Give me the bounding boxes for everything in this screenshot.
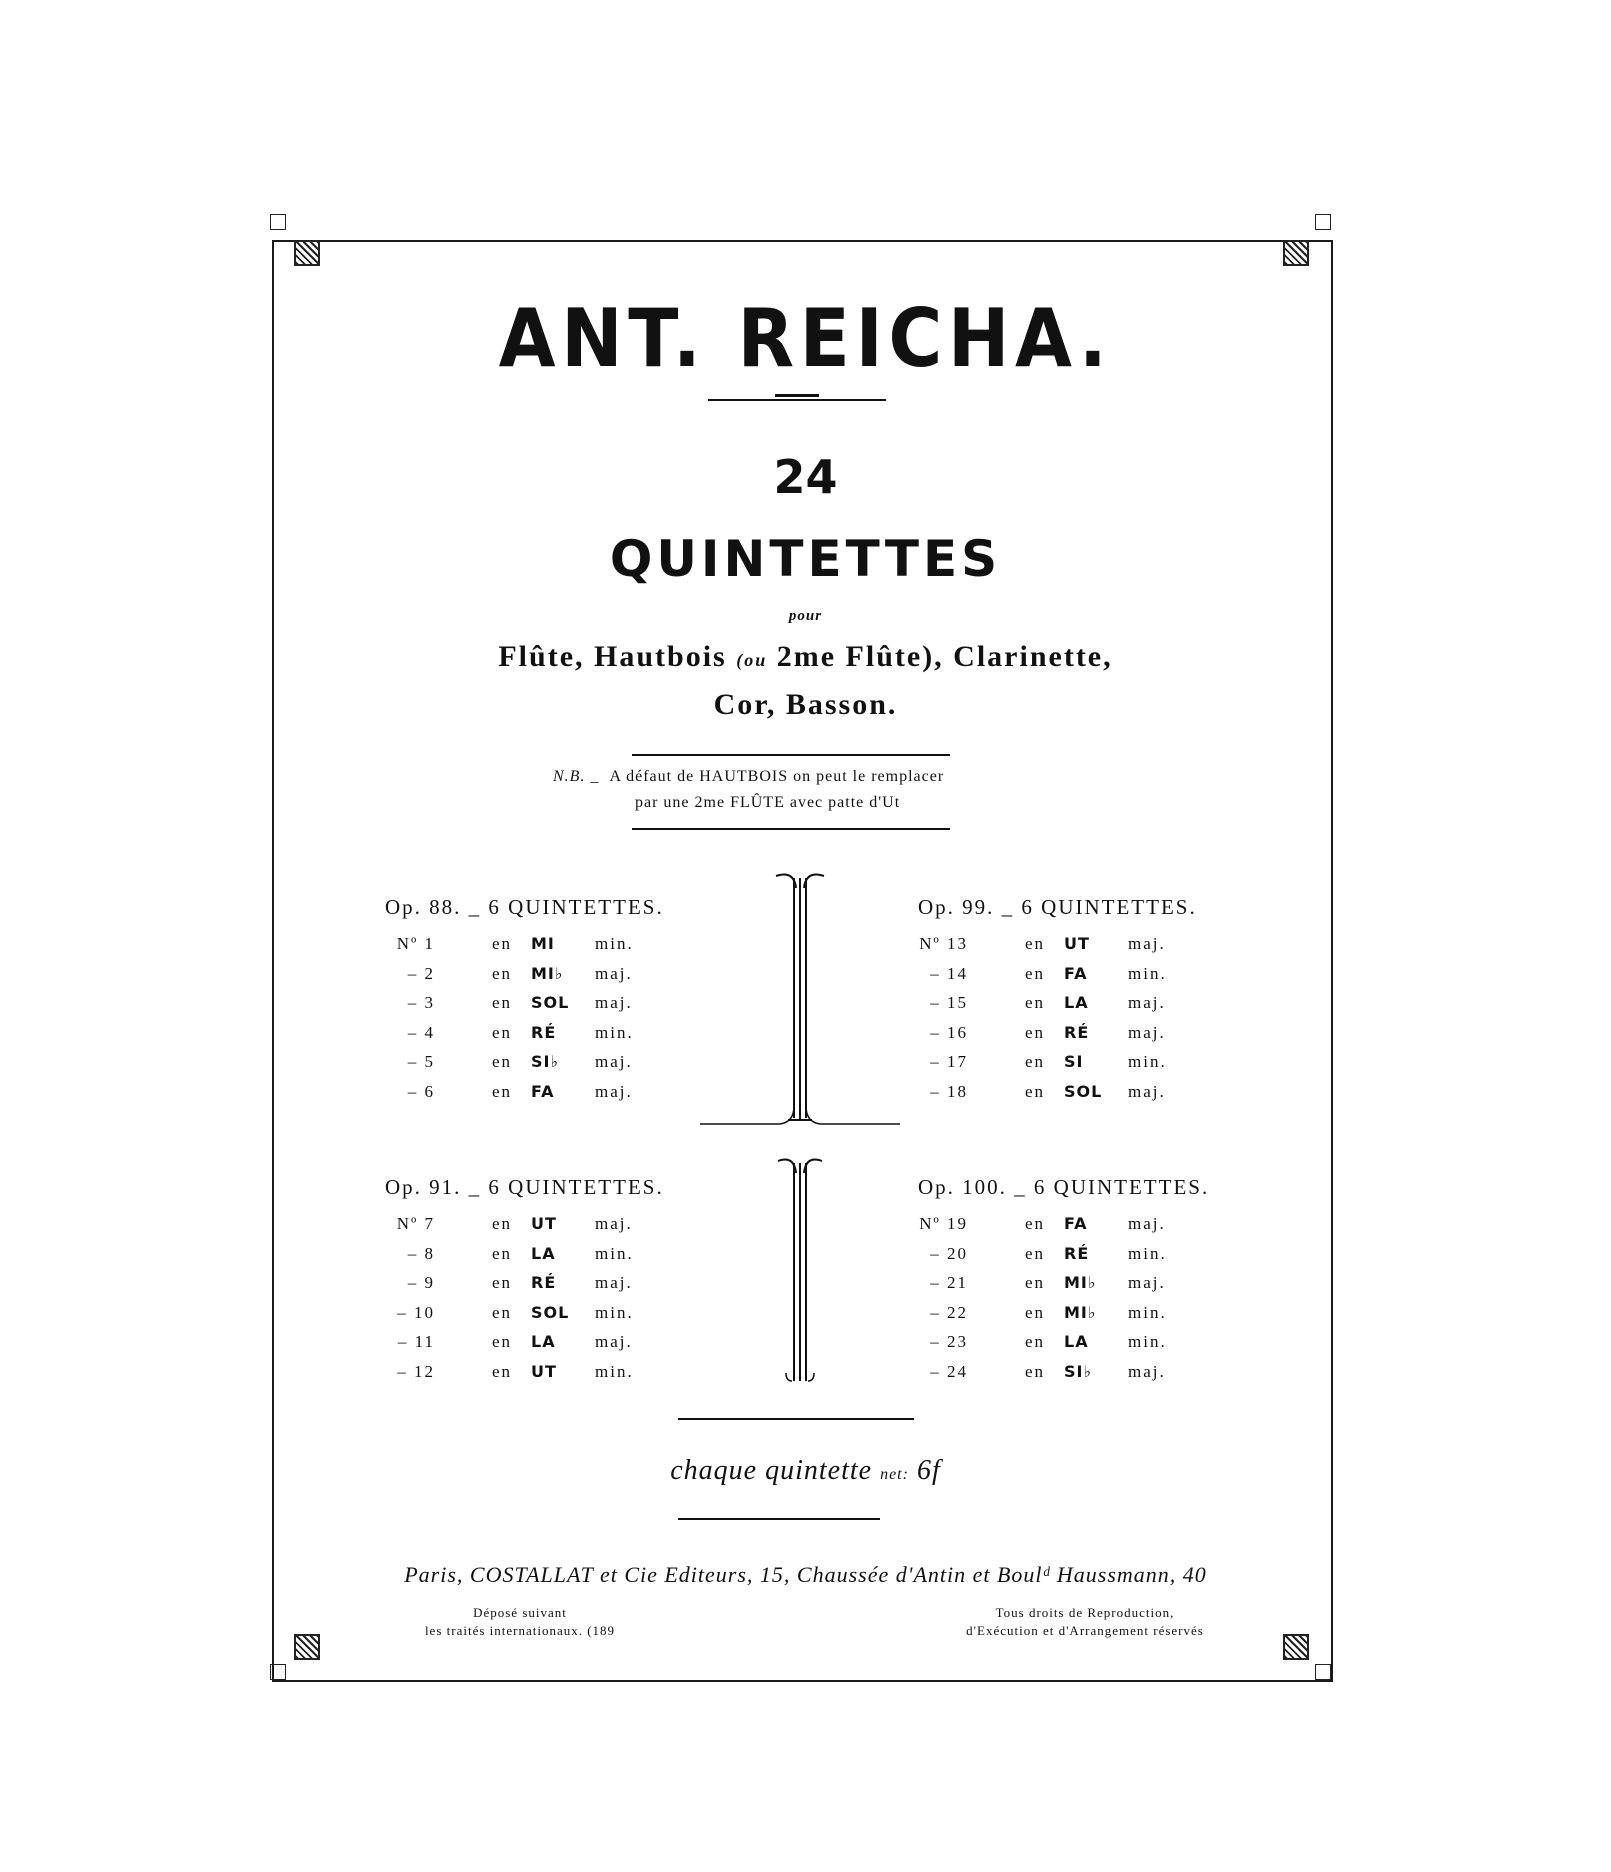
- quintette-en: en: [492, 934, 513, 953]
- quintette-number: – 18: [930, 1081, 968, 1101]
- quintette-en: en: [492, 993, 513, 1012]
- quintette-en: en: [1025, 934, 1046, 953]
- quintette-mode: maj.: [595, 963, 633, 983]
- footer-left-line-2: les traités internationaux. (189: [424, 1623, 616, 1638]
- quintette-number: – 17: [930, 1052, 968, 1071]
- quintette-row: [385, 993, 664, 1023]
- quintette-key: UT: [1064, 934, 1090, 953]
- quintette-number: – 20: [930, 1243, 968, 1263]
- publisher-line: Paris, COSTALLAT et Cie Editeurs, 15, Chaussée d'Antin et Boulᵈ Haussmann, 40: [404, 1562, 1207, 1587]
- quintette-en: en: [1025, 1022, 1046, 1042]
- quintette-en: en: [492, 963, 513, 983]
- quintette-key: RÉ: [531, 1022, 557, 1042]
- quintette-row: [385, 1332, 664, 1362]
- quintette-mode: maj.: [595, 1052, 633, 1071]
- quintette-mode: min.: [595, 1302, 634, 1322]
- quintette-row: [385, 934, 664, 964]
- quintette-row: [918, 1332, 1209, 1362]
- quintette-row: [385, 1052, 664, 1082]
- quintette-key: LA: [531, 1332, 556, 1351]
- instruments-part-a: Flûte, Hautbois: [498, 640, 727, 673]
- quintette-key: LA: [1064, 993, 1089, 1012]
- quintette-number: – 23: [930, 1332, 968, 1351]
- instruments-line-1: [0, 640, 1611, 674]
- quintette-en: en: [492, 1052, 513, 1071]
- quintette-number: – 22: [930, 1302, 968, 1322]
- corner-ornament-top-right-icon: [1283, 240, 1309, 266]
- corner-ornament-bottom-left-icon: [294, 1634, 320, 1660]
- quintette-number: Nº 19: [919, 1214, 968, 1233]
- quintette-mode: min.: [595, 1243, 634, 1263]
- opus-heading: Op. 99. _ 6 QUINTETTES.: [918, 895, 1197, 919]
- instruments-line-2: Cor, Basson.: [713, 688, 898, 721]
- quintette-key: SI♭: [1064, 1361, 1093, 1381]
- quintette-mode: min.: [595, 1361, 634, 1381]
- quintette-key: FA: [1064, 1214, 1088, 1233]
- quintette-row: [918, 1362, 1209, 1392]
- quintette-key: RÉ: [1064, 1243, 1090, 1263]
- quintette-en: en: [492, 1214, 513, 1233]
- corner-ornament-bottom-right-icon: [1283, 1634, 1309, 1660]
- quintette-number: – 2: [407, 963, 435, 983]
- quintette-mode: min.: [595, 934, 634, 953]
- corner-tick-bottom-left-icon: [270, 1664, 286, 1680]
- price-text: chaque quintette: [670, 1455, 873, 1486]
- quintette-key: FA: [1064, 963, 1088, 983]
- quintette-number: – 24: [930, 1361, 968, 1381]
- note-line-1: A défaut de HAUTBOIS on peut le remplacer: [609, 768, 945, 785]
- quintette-row: [385, 964, 664, 994]
- opus-heading: Op. 100. _ 6 QUINTETTES.: [918, 1175, 1210, 1199]
- quintette-row: [918, 1023, 1197, 1053]
- footer-left: [360, 1604, 680, 1640]
- price-amount: 6f: [916, 1455, 941, 1486]
- quintette-en: en: [492, 1332, 513, 1351]
- quintette-number: – 14: [930, 963, 968, 983]
- note-top-rule: [632, 754, 950, 756]
- note-label: N.B. _: [553, 768, 600, 785]
- quintette-number: Nº 13: [919, 934, 968, 953]
- quintette-en: en: [1025, 1302, 1046, 1322]
- quintette-key: RÉ: [531, 1273, 557, 1292]
- genre-title: QUINTETTES: [609, 530, 1002, 588]
- quintette-en: en: [1025, 963, 1046, 983]
- quintette-mode: min.: [595, 1022, 634, 1042]
- footer-left-line-1: Déposé suivant: [473, 1605, 567, 1620]
- quintette-row: [918, 1214, 1209, 1244]
- quintette-row: [385, 1273, 664, 1303]
- quintette-en: en: [1025, 1214, 1046, 1233]
- corner-tick-top-left-icon: [270, 214, 286, 230]
- quintette-key: RÉ: [1064, 1022, 1090, 1042]
- quintette-number: Nº 7: [396, 1214, 435, 1233]
- quintette-row: [918, 1244, 1209, 1274]
- quintette-en: en: [492, 1361, 513, 1381]
- pour-label: pour: [788, 608, 823, 624]
- price-top-rule: [678, 1418, 914, 1420]
- quintette-key: MI♭: [1064, 1273, 1097, 1292]
- price-line: [0, 1455, 1611, 1487]
- quintette-row: [385, 1303, 664, 1333]
- opus-block: [385, 1175, 664, 1391]
- quintette-key: LA: [531, 1243, 556, 1263]
- quintette-number: – 9: [407, 1273, 435, 1292]
- quintette-row: [918, 1082, 1197, 1112]
- quintette-row: [385, 1214, 664, 1244]
- divider-ornament-top-icon: [700, 870, 900, 1130]
- composer-title: ANT. REICHA.: [498, 292, 1113, 385]
- instruments-part-b: 2me Flûte), Clarinette,: [776, 640, 1113, 673]
- quintette-row: [385, 1244, 664, 1274]
- quintette-key: UT: [531, 1361, 557, 1381]
- quintette-key: SI♭: [531, 1052, 560, 1071]
- quintette-row: [918, 964, 1197, 994]
- opus-heading: Op. 88. _ 6 QUINTETTES.: [385, 895, 664, 919]
- quintette-row: [918, 1273, 1209, 1303]
- quintette-mode: min.: [1128, 1243, 1167, 1263]
- quintette-en: en: [492, 1243, 513, 1263]
- quintette-key: UT: [531, 1214, 557, 1233]
- quintette-row: [918, 1052, 1197, 1082]
- corner-tick-bottom-right-icon: [1315, 1664, 1331, 1680]
- quintette-en: en: [1025, 1332, 1046, 1351]
- quintette-row: [385, 1082, 664, 1112]
- opus-block: [918, 1175, 1209, 1391]
- footer-right: [920, 1604, 1250, 1640]
- quintette-number: – 15: [930, 993, 968, 1012]
- quintette-key: MI♭: [531, 963, 564, 983]
- quintette-mode: maj.: [1128, 934, 1166, 953]
- quintette-mode: maj.: [1128, 1022, 1166, 1042]
- quintette-row: [918, 993, 1197, 1023]
- corner-tick-top-right-icon: [1315, 214, 1331, 230]
- quintette-en: en: [1025, 1273, 1046, 1292]
- quintette-mode: maj.: [595, 1081, 633, 1101]
- title-rule-accent: [775, 394, 819, 397]
- quintette-mode: min.: [1128, 1052, 1167, 1071]
- quintette-en: en: [492, 1022, 513, 1042]
- quintette-key: SOL: [531, 1302, 570, 1322]
- quintette-en: en: [492, 1081, 513, 1101]
- quintette-number: – 4: [407, 1022, 435, 1042]
- corner-ornament-top-left-icon: [294, 240, 320, 266]
- note-line-2: par une 2me FLÛTE avec patte d'Ut: [635, 794, 901, 811]
- quintette-en: en: [492, 1273, 513, 1292]
- quintette-mode: maj.: [1128, 993, 1166, 1012]
- quintette-number: – 8: [407, 1243, 435, 1263]
- quintette-key: MI♭: [1064, 1302, 1097, 1322]
- footer-right-line-1: Tous droits de Reproduction,: [995, 1605, 1175, 1620]
- quintette-number: – 11: [397, 1332, 435, 1351]
- quintette-number: – 5: [407, 1052, 435, 1071]
- note-bottom-rule: [632, 828, 950, 830]
- opus-block: [385, 895, 664, 1111]
- quintette-key: SOL: [1064, 1081, 1103, 1101]
- quintette-key: FA: [531, 1081, 555, 1101]
- note-block: [553, 764, 944, 816]
- quintette-mode: min.: [1128, 963, 1167, 983]
- quintette-mode: maj.: [595, 1273, 633, 1292]
- quintette-row: [918, 1303, 1209, 1333]
- quintette-mode: min.: [1128, 1332, 1167, 1351]
- quintette-number: – 10: [397, 1302, 435, 1322]
- price-net: net:: [880, 1466, 909, 1483]
- quintette-row: [385, 1362, 664, 1392]
- price-bottom-rule: [678, 1518, 880, 1520]
- quintette-mode: maj.: [595, 993, 633, 1012]
- footer-right-line-2: d'Exécution et d'Arrangement réservés: [966, 1623, 1204, 1638]
- quintette-number: – 16: [930, 1022, 968, 1042]
- quintette-en: en: [1025, 993, 1046, 1012]
- quintette-en: en: [492, 1302, 513, 1322]
- quintette-number: Nº 1: [396, 934, 435, 953]
- title-rule: [708, 399, 886, 401]
- opus-heading: Op. 91. _ 6 QUINTETTES.: [385, 1175, 664, 1199]
- quintette-en: en: [1025, 1052, 1046, 1071]
- quintette-key: MI: [531, 934, 555, 953]
- quintette-key: SI: [1064, 1052, 1084, 1071]
- quintette-count: 24: [773, 450, 838, 504]
- quintette-mode: maj.: [1128, 1361, 1166, 1381]
- quintette-row: [918, 934, 1197, 964]
- quintette-en: en: [1025, 1243, 1046, 1263]
- quintette-mode: maj.: [595, 1332, 633, 1351]
- quintette-number: – 3: [407, 993, 435, 1012]
- quintette-key: SOL: [531, 993, 570, 1012]
- quintette-mode: maj.: [595, 1214, 633, 1233]
- quintette-number: – 21: [930, 1273, 968, 1292]
- quintette-number: – 6: [407, 1081, 435, 1101]
- quintette-en: en: [1025, 1361, 1046, 1381]
- quintette-mode: maj.: [1128, 1214, 1166, 1233]
- quintette-mode: maj.: [1128, 1081, 1166, 1101]
- quintette-row: [385, 1023, 664, 1053]
- quintette-key: LA: [1064, 1332, 1089, 1351]
- quintette-en: en: [1025, 1081, 1046, 1101]
- quintette-number: – 12: [397, 1361, 435, 1381]
- quintette-mode: min.: [1128, 1302, 1167, 1322]
- divider-ornament-bottom-icon: [770, 1155, 830, 1385]
- quintette-mode: maj.: [1128, 1273, 1166, 1292]
- instruments-ou: (ou: [736, 650, 768, 670]
- opus-block: [918, 895, 1197, 1111]
